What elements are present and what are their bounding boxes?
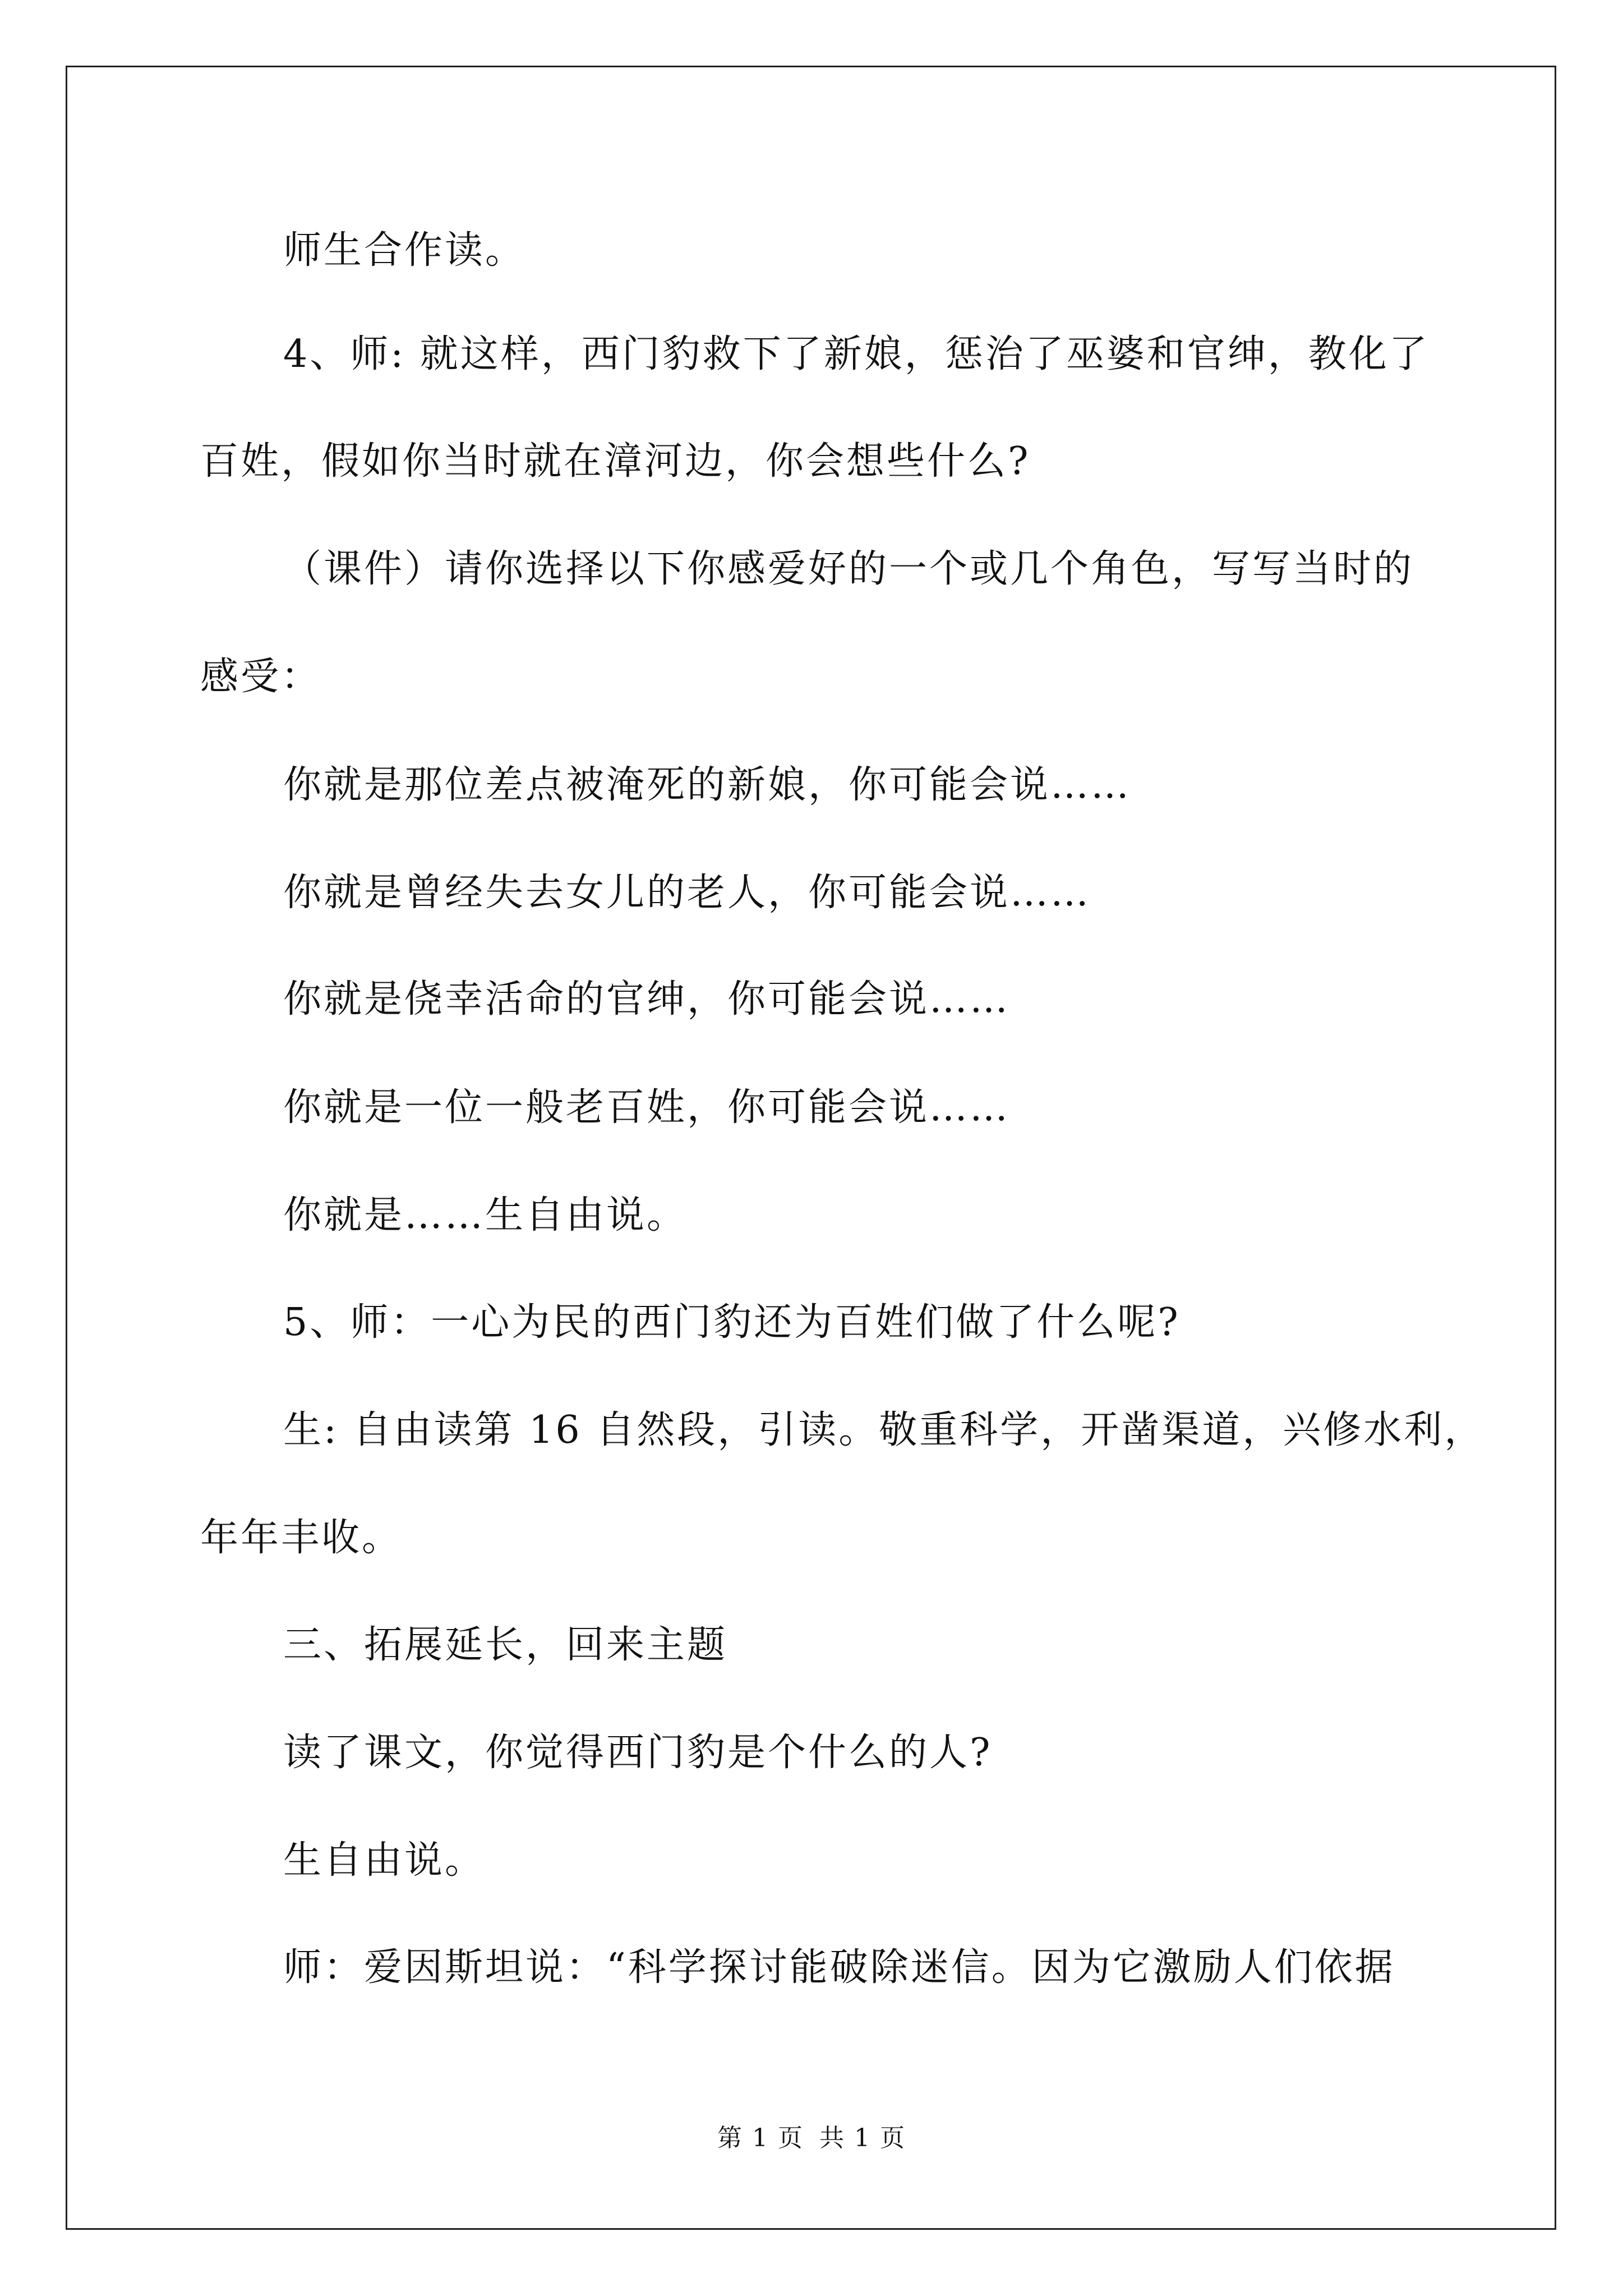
text-line: 师生合作读。 <box>283 228 526 273</box>
page-number: 第 1 页 <box>717 2124 804 2152</box>
text-line: 你就是一位一般老百姓，你可能会说…… <box>283 1085 1011 1130</box>
text-line: 5、师：一心为民的西门豹还为百姓们做了什么呢? <box>283 1300 1181 1345</box>
text-line: 百姓，假如你当时就在漳河边，你会想些什么? <box>200 439 1031 484</box>
text-line: 读了课文，你觉得西门豹是个什么的人? <box>283 1731 993 1775</box>
text-line: 你就是侥幸活命的官绅，你可能会说…… <box>283 977 1011 1022</box>
text-line: 4、师: 就这样，西门豹救下了新娘，惩治了巫婆和官绅，教化了 <box>283 332 1430 376</box>
text-line: 三、拓展延长，回来主题 <box>283 1623 728 1667</box>
text-line: 感受： <box>200 655 322 699</box>
text-line: 生: 自由读第 16 自然段，引读。敬重科学，开凿渠道，兴修水利， <box>283 1408 1485 1452</box>
page-total: 共 1 页 <box>819 2124 906 2152</box>
text-line: 年年丰收。 <box>200 1516 403 1560</box>
text-line: 师：爱因斯坦说：“科学探讨能破除迷信。因为它激励人们依据 <box>283 1945 1395 1990</box>
text-line: 生自由说。 <box>283 1838 486 1883</box>
page-border <box>66 66 1556 2230</box>
text-line: 你就是那位差点被淹死的新娘，你可能会说…… <box>283 763 1132 807</box>
page-footer <box>0 2122 1623 2155</box>
text-line: （课件）请你选择以下你感爱好的一个或几个角色，写写当时的 <box>283 547 1414 591</box>
text-line: 你就是……生自由说。 <box>283 1193 688 1237</box>
text-line: 你就是曾经失去女儿的老人，你可能会说…… <box>283 871 1091 915</box>
